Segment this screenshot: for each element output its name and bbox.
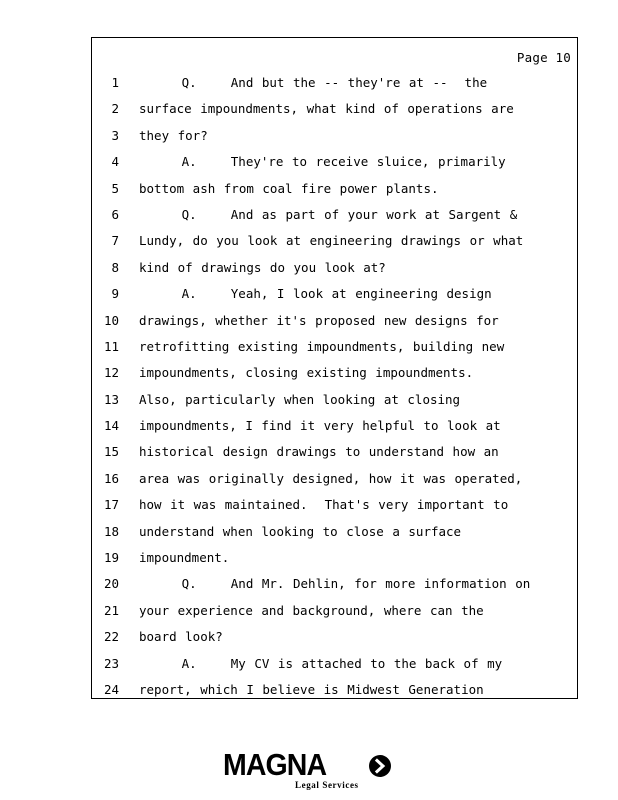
transcript-line (92, 545, 577, 571)
transcript-page-frame (91, 37, 578, 699)
line-text: impoundments, closing existing impoundments. (139, 365, 474, 381)
line-number: 23 (103, 655, 119, 671)
transcript-line (92, 598, 577, 624)
line-text: Q. And Mr. Dehlin, for more information on (139, 576, 531, 592)
line-number: 21 (103, 602, 119, 618)
line-number: 13 (103, 391, 119, 407)
transcript-line (92, 176, 577, 202)
transcript-line (92, 677, 577, 703)
line-text: surface impoundments, what kind of operations are (139, 101, 514, 117)
logo-subtitle: Legal Services (295, 780, 359, 790)
line-number: 2 (111, 101, 119, 117)
line-number: 11 (103, 338, 119, 354)
line-text: board look? (139, 629, 223, 645)
line-text: bottom ash from coal fire power plants. (139, 180, 439, 196)
transcript-line (92, 149, 577, 175)
line-number: 16 (103, 470, 119, 486)
line-number: 3 (111, 127, 119, 143)
line-text: A. They're to receive sluice, primarily (139, 154, 506, 170)
line-text: area was originally designed, how it was operated, (139, 470, 523, 486)
line-number: 10 (103, 312, 119, 328)
transcript-line (92, 255, 577, 281)
transcript-line (92, 360, 577, 386)
line-number: 6 (111, 206, 119, 222)
line-text: retrofitting existing impoundments, building new (139, 338, 505, 354)
transcript-line (92, 70, 577, 96)
line-number: 7 (111, 233, 119, 249)
line-text: how it was maintained. That's very important to (139, 497, 509, 513)
line-text: Also, particularly when looking at closing (139, 391, 461, 407)
line-number: 9 (111, 286, 119, 302)
line-number: 15 (103, 444, 119, 460)
line-text: Lundy, do you look at engineering drawings or what (139, 233, 524, 249)
line-number: 20 (103, 576, 119, 592)
line-text: kind of drawings do you look at? (139, 259, 386, 275)
line-text: impoundment. (139, 550, 230, 566)
line-number: 5 (111, 180, 119, 196)
line-number: 19 (103, 550, 119, 566)
line-number: 24 (103, 681, 119, 697)
transcript-line (92, 281, 577, 307)
line-number: 17 (103, 497, 119, 513)
line-text: impoundments, I find it very helpful to look at (139, 418, 501, 434)
line-text: drawings, whether it's proposed new designs for (139, 312, 499, 328)
transcript-line (92, 492, 577, 518)
transcript-line (92, 651, 577, 677)
transcript-line (92, 571, 577, 597)
transcript-line (92, 624, 577, 650)
line-text: report, which I believe is Midwest Generation (139, 681, 484, 697)
transcript-line (92, 413, 577, 439)
transcript-line (92, 202, 577, 228)
transcript-line (92, 466, 577, 492)
page-number-label: Page 10 (516, 50, 571, 65)
transcript-line (92, 387, 577, 413)
line-number: 12 (103, 365, 119, 381)
line-text: understand when looking to close a surface (139, 523, 462, 539)
transcript-line (92, 96, 577, 122)
line-text: historical design drawings to understand how an (139, 444, 499, 460)
transcript-line (92, 519, 577, 545)
line-number: 22 (103, 629, 119, 645)
line-text: they for? (139, 127, 208, 143)
line-number: 1 (111, 75, 119, 90)
transcript-line (92, 123, 577, 149)
line-text: Q. And but the -- they're at -- the (139, 75, 488, 90)
logo-wordmark: MAGNA (223, 747, 327, 782)
chevron-circle-icon (368, 754, 392, 778)
line-number: 18 (103, 523, 119, 539)
transcript-line (92, 308, 577, 334)
line-number: 8 (111, 259, 119, 275)
line-number: 4 (111, 154, 119, 170)
transcript-line (92, 228, 577, 254)
line-text: A. My CV is attached to the back of my (139, 655, 503, 671)
line-text: A. Yeah, I look at engineering design (139, 286, 492, 302)
magna-logo (223, 748, 395, 792)
transcript-lines (92, 70, 577, 703)
line-number: 14 (103, 418, 119, 434)
transcript-line (92, 439, 577, 465)
transcript-line (92, 334, 577, 360)
line-text: your experience and background, where can the (139, 602, 484, 618)
line-text: Q. And as part of your work at Sargent & (139, 206, 518, 222)
